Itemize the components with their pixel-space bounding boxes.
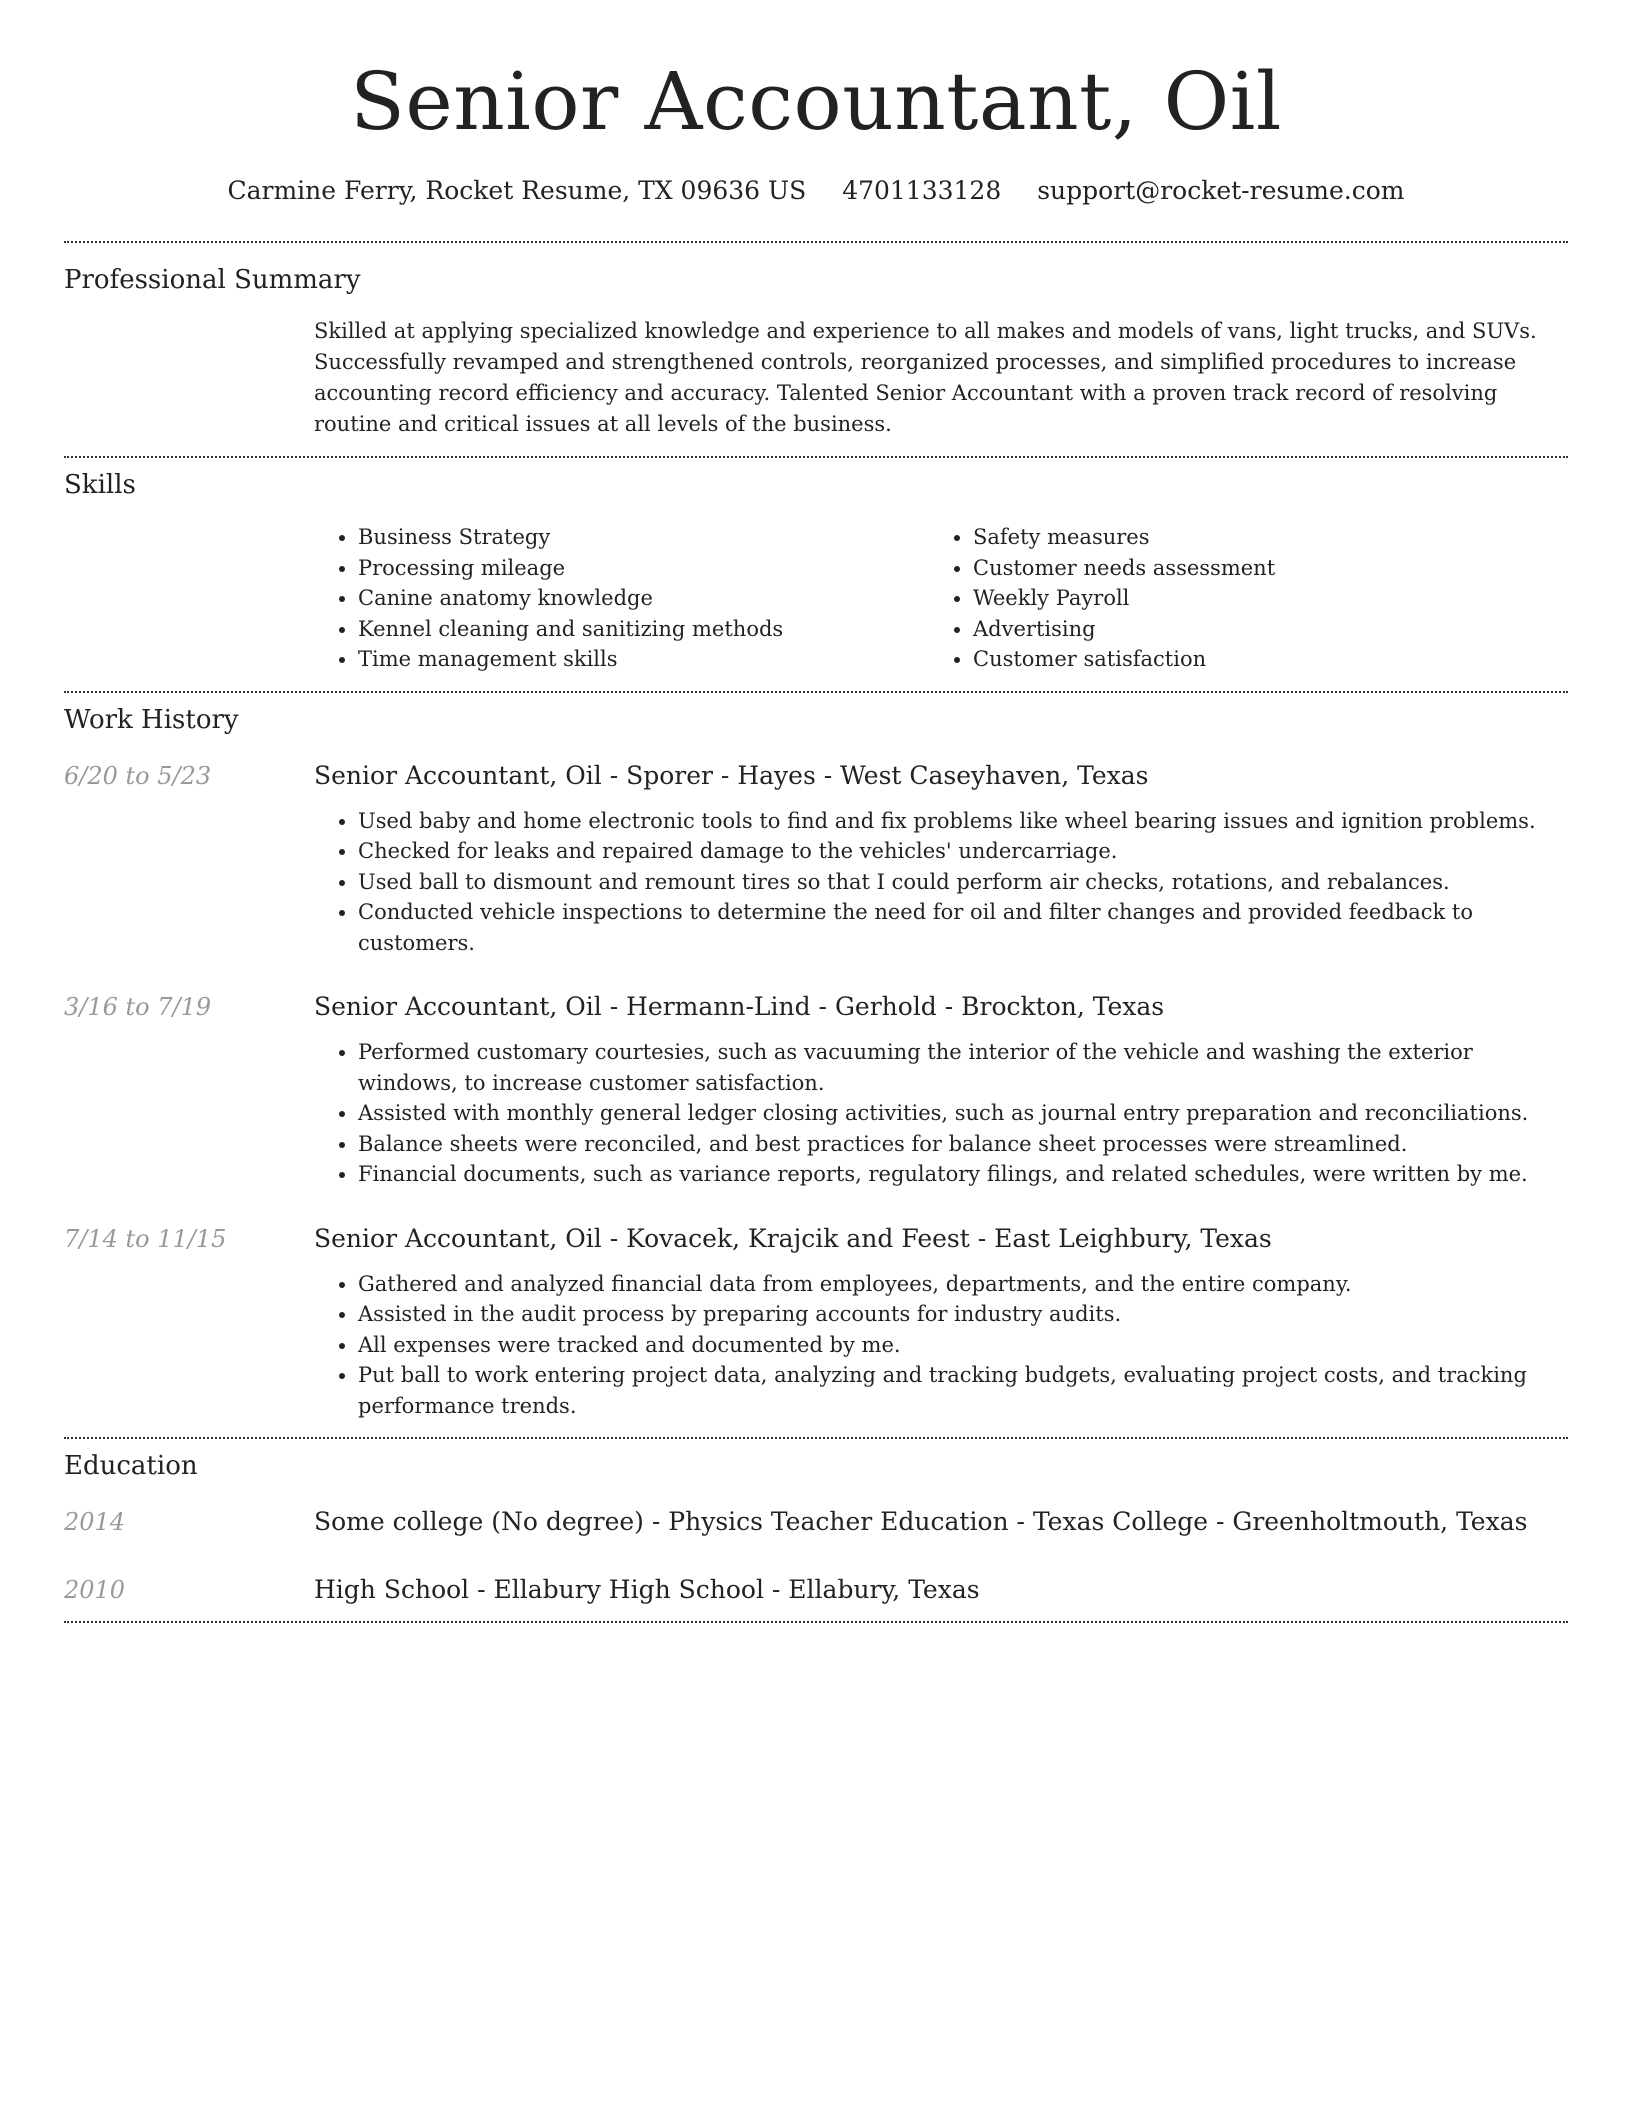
skill-item: • Customer needs assessment [973, 553, 1544, 584]
resume-name: Senior Accountant, Oil [350, 55, 1282, 148]
education-section [64, 1439, 1568, 1621]
skill-item: • Customer satisfaction [973, 644, 1544, 675]
job-bullet: • Balance sheets were reconciled, and best practices for balance sheet processes were streamlined. [358, 1129, 1568, 1160]
skill-item: • Safety measures [973, 522, 1544, 553]
education-degree: High School - Ellabury High School - Ellabury, Texas [314, 1575, 980, 1604]
job-bullet: • Used ball to dismount and remount tires so that I could perform air checks, rotations, and rebalances. [358, 867, 1568, 898]
skills-column-left [314, 522, 929, 675]
summary-text: Skilled at applying specialized knowledge and experience to all makes and models of vans, light trucks, and SUVs. Successfully revamped and strengthened controls, reorganized processes, and simplified procedures to increase accounting record efficiency and accuracy. Talented Senior Accountant with a proven track record of resolving routine and critical issues at all levels of the business. [314, 319, 1537, 436]
education-degree: Some college (No degree) - Physics Teacher Education - Texas College - Greenholtmouth, Texas [314, 1507, 1528, 1536]
job-entry [64, 990, 1568, 1190]
work-title: Work History [64, 704, 239, 735]
education-title: Education [64, 1451, 198, 1481]
job-bullets [314, 1269, 1568, 1422]
skill-item: • Kennel cleaning and sanitizing methods [358, 614, 929, 645]
education-entry [64, 1505, 1568, 1539]
job-bullet: • Performed customary courtesies, such as vacuuming the interior of the vehicle and washing the exterior windows, to increase customer satisfaction. [358, 1037, 1568, 1098]
skills-column-right [929, 522, 1544, 675]
skill-item: • Weekly Payroll [973, 583, 1544, 614]
job-dates: 6/20 to 5/23 [64, 761, 212, 790]
education-year: 2014 [64, 1508, 126, 1536]
education-year: 2010 [64, 1576, 126, 1604]
job-bullet: • Conducted vehicle inspections to determine the need for oil and filter changes and provided feedback to customers. [358, 897, 1568, 958]
skills-section [64, 458, 1568, 691]
job-bullet: • All expenses were tracked and documented by me. [358, 1330, 1568, 1361]
skill-item: • Time management skills [358, 644, 929, 675]
job-bullet: • Gathered and analyzed financial data from employees, departments, and the entire company. [358, 1269, 1568, 1300]
job-dates: 7/14 to 11/15 [64, 1224, 227, 1253]
contact-email: support@rocket-resume.com [1037, 176, 1405, 205]
job-title: Senior Accountant, Oil - Hermann-Lind - Gerhold - Brockton, Texas [314, 992, 1165, 1021]
education-entry [64, 1573, 1568, 1607]
job-title: Senior Accountant, Oil - Kovacek, Krajcik and Feest - East Leighbury, Texas [314, 1223, 1272, 1253]
skills-list [314, 522, 1568, 675]
job-bullets [314, 806, 1568, 959]
work-section [64, 693, 1568, 1438]
skill-item: • Processing mileage [358, 553, 929, 584]
resume-header [64, 0, 1568, 208]
job-entry [64, 759, 1568, 959]
job-bullet: • Assisted with monthly general ledger closing activities, such as journal entry preparation and reconciliations. [358, 1098, 1568, 1129]
job-bullet: • Assisted in the audit process by preparing accounts for industry audits. [358, 1299, 1568, 1330]
skill-item: • Business Strategy [358, 522, 929, 553]
skill-item: • Advertising [973, 614, 1544, 645]
job-dates: 3/16 to 7/19 [64, 993, 212, 1021]
job-bullet: • Financial documents, such as variance reports, regulatory filings, and related schedules, were written by me. [358, 1159, 1568, 1190]
contact-address: Carmine Ferry, Rocket Resume, TX 09636 US [227, 176, 807, 205]
job-bullet: • Put ball to work entering project data, analyzing and tracking budgets, evaluating project costs, and tracking performance trends. [358, 1360, 1568, 1421]
job-bullet: • Checked for leaks and repaired damage to the vehicles' undercarriage. [358, 836, 1568, 867]
job-entry [64, 1222, 1568, 1422]
education-divider [64, 1621, 1568, 1623]
summary-section [64, 243, 1568, 456]
skill-item: • Canine anatomy knowledge [358, 583, 929, 614]
skills-title: Skills [64, 470, 136, 500]
job-bullets [314, 1037, 1568, 1190]
job-bullet: • Used baby and home electronic tools to find and fix problems like wheel bearing issues and ignition problems. [358, 806, 1568, 837]
summary-title: Professional Summary [64, 265, 361, 295]
contact-line [64, 174, 1568, 208]
contact-phone: 4701133128 [842, 176, 1002, 205]
job-title: Senior Accountant, Oil - Sporer - Hayes - West Caseyhaven, Texas [314, 760, 1149, 790]
